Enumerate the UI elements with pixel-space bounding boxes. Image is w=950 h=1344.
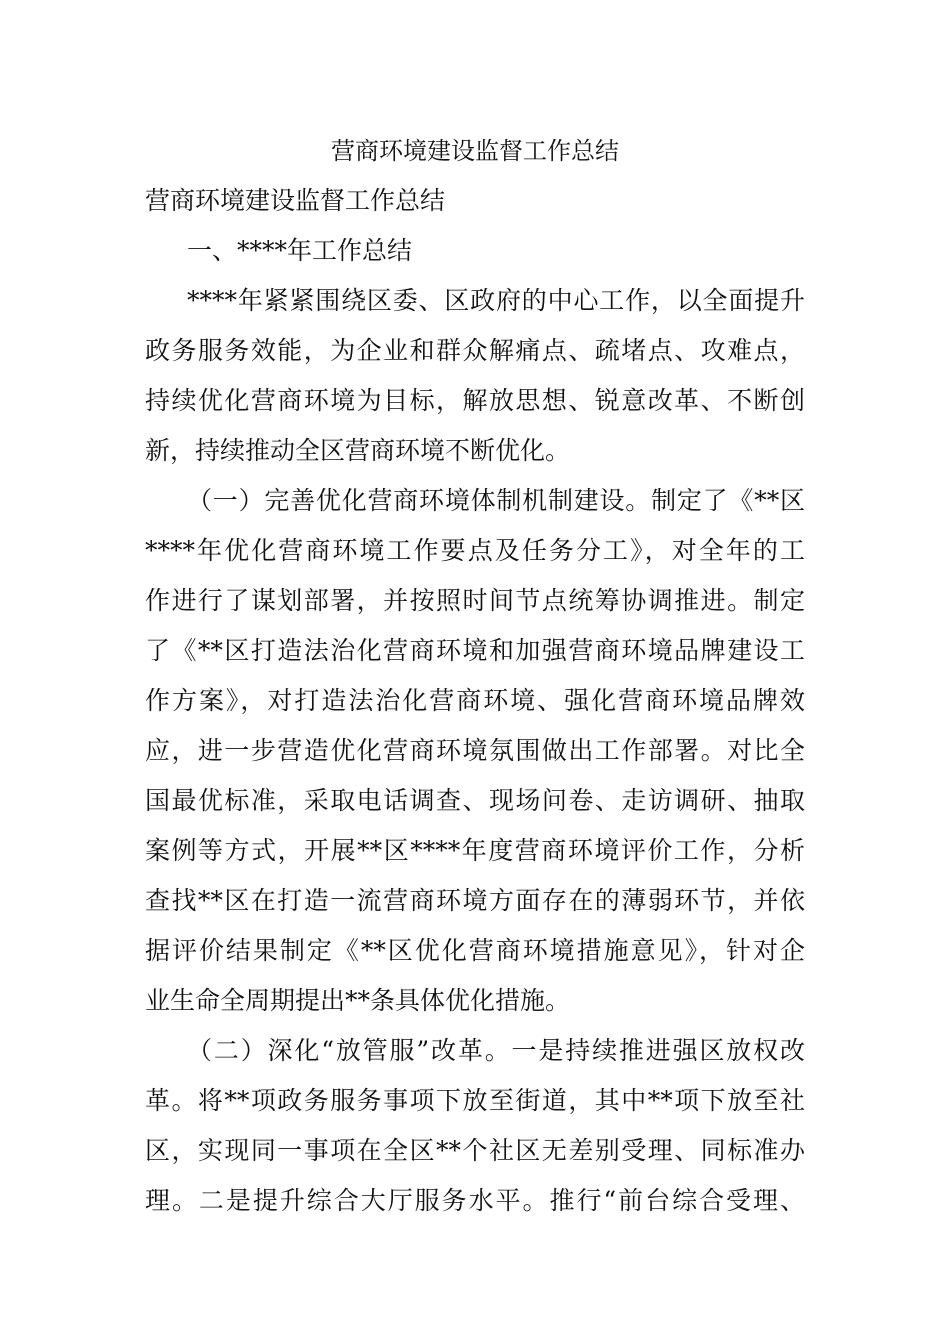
text-line: ****年紧紧围绕区委、区政府的中心工作，以全面提升 — [187, 286, 805, 315]
document-title: 营商环境建设监督工作总结 — [331, 137, 619, 165]
text-line: 理。二是提升综合大厅服务水平。推行“前台综合受理、 — [145, 1186, 805, 1215]
text-line: 营商环境建设监督工作总结 — [145, 186, 446, 215]
text-line: 查找**区在打造一流营商环境方面存在的薄弱环节，并依 — [145, 886, 805, 915]
text-line: 新，持续推动全区营商环境不断优化。 — [145, 436, 571, 465]
text-line: 案例等方式，开展**区****年度营商环境评价工作，分析 — [145, 836, 805, 865]
text-line: 据评价结果制定《**区优化营商环境措施意见》，针对企 — [145, 936, 805, 965]
text-line: 作进行了谋划部署，并按照时间节点统筹协调推进。制定 — [145, 586, 805, 615]
text-line: （一）完善优化营商环境体制机制建设。制定了《**区 — [187, 486, 805, 515]
text-line: 持续优化营商环境为目标，解放思想、锐意改革、不断创 — [145, 386, 805, 415]
text-line: 国最优标准，采取电话调查、现场问卷、走访调研、抽取 — [145, 786, 805, 815]
document-body — [145, 176, 805, 1226]
text-line: 了《**区打造法治化营商环境和加强营商环境品牌建设工 — [145, 636, 805, 665]
text-line: 一、****年工作总结 — [187, 236, 413, 265]
text-line: （二）深化“放管服”改革。一是持续推进强区放权改 — [187, 1036, 805, 1065]
text-line: ****年优化营商环境工作要点及任务分工》，对全年的工 — [145, 536, 805, 565]
text-line: 区，实现同一事项在全区**个社区无差别受理、同标准办 — [145, 1136, 805, 1165]
text-line: 革。将**项政务服务事项下放至街道，其中**项下放至社 — [145, 1086, 805, 1115]
text-line: 作方案》，对打造法治化营商环境、强化营商环境品牌效 — [145, 686, 805, 715]
text-line: 政务服务效能，为企业和群众解痛点、疏堵点、攻难点， — [145, 336, 805, 365]
text-line: 应，进一步营造优化营商环境氛围做出工作部署。对比全 — [145, 736, 805, 765]
text-line: 业生命全周期提出**条具体优化措施。 — [145, 986, 571, 1015]
